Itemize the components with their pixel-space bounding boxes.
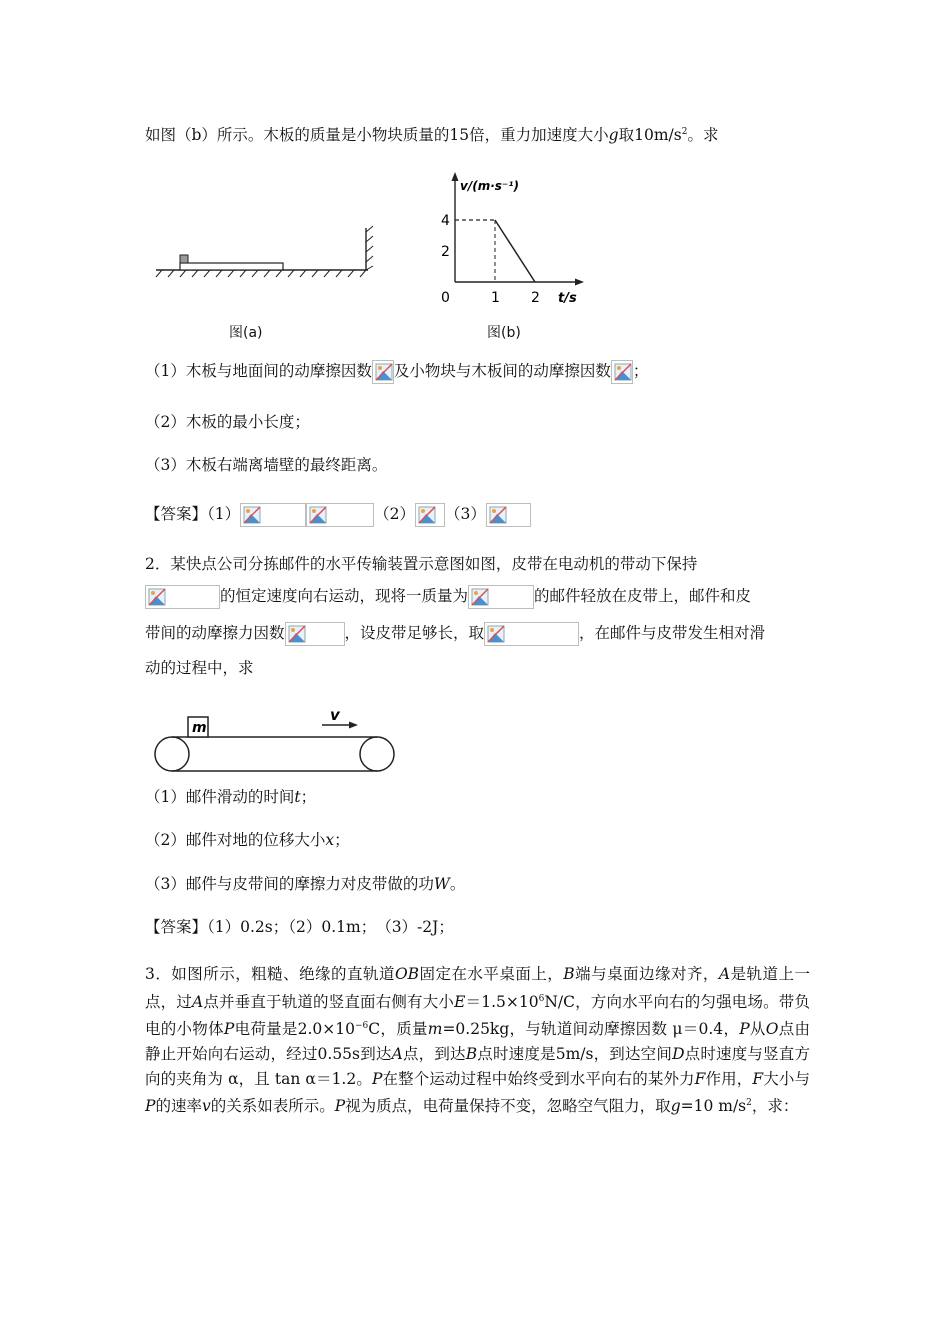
broken-image-icon xyxy=(309,506,327,524)
y-axis-label: v/(m·s⁻¹) xyxy=(460,179,519,193)
broken-image-icon xyxy=(288,625,306,643)
x-tick-label: 0 xyxy=(441,290,450,306)
x-tick-label: 2 xyxy=(531,290,540,306)
q2-line1: 2．某快点公司分拣邮件的水平传输装置示意图如图，皮带在电动机的带动下保持 xyxy=(145,555,698,573)
q1-sub2: （2）木板的最小长度； xyxy=(145,413,310,431)
x-tick-label: 1 xyxy=(491,290,500,306)
q1-answer: 【答案】（1） （2） （3） xyxy=(145,502,810,527)
answer-image-placeholder xyxy=(486,503,531,527)
broken-image-icon xyxy=(375,363,393,381)
y-tick-label: 4 xyxy=(441,213,450,229)
x-axis-label: t/s xyxy=(558,291,577,306)
broken-image-icon xyxy=(471,588,489,606)
figure-b-label: 图(b) xyxy=(487,325,521,341)
mass-label: m xyxy=(192,720,207,736)
x-axis-arrow xyxy=(575,279,584,286)
belt-left-roller xyxy=(155,737,189,771)
broken-image-icon xyxy=(614,363,632,381)
intro-line: 如图（b）所示。木板的质量是小物块质量的15倍，重力加速度大小g取$10m/s^2$。求 xyxy=(145,126,719,145)
answer-image-placeholder xyxy=(306,503,374,527)
formula-image-placeholder xyxy=(145,585,220,609)
y-tick-label: 2 xyxy=(441,244,450,260)
figure-a-label: 图(a) xyxy=(229,325,263,341)
belt-right-roller xyxy=(360,737,394,771)
broken-image-icon xyxy=(148,588,166,606)
formula-image-placeholder xyxy=(468,585,534,609)
figure-b-vt-graph xyxy=(410,168,590,313)
y-axis-arrow xyxy=(452,172,459,181)
q1-sub1: （1）木板与地面间的动摩擦因数 及小物块与木板间的动摩擦因数 ； xyxy=(145,359,810,384)
broken-image-icon xyxy=(487,625,505,643)
q3-paragraph: 3．如图所示，粗糙、绝缘的直轨道OB固定在水平桌面上，B端与桌面边缘对齐，A是轨道上一点，过A点并垂直于轨道的竖直面右侧有大小$E=1.5\times 10^6N/C$，方向水平向右的匀强电场。带负电的小物体P电荷量是$2.0\times 10^{-6}C$，质量m=0.25kg，与轨道间动摩擦因数 μ＝0.4，P从O点由静止开始向右运动，经过0.55s到达A点，到达B点时速度是5m/s，到达空间D点时速度与竖直方向的夹角为 α，且 tan α＝1.2。P在整个运动过程中始终受到水平向右的某外力F作用，F大小与P的速率v的关系如表所示。P视为质点，电荷量保持不变，忽略空气阻力，取g=10 $m/s^2$，求： xyxy=(145,965,810,1116)
q1-sub3: （3）木板右端离墙壁的最终距离。 xyxy=(145,456,388,474)
velocity-label: v xyxy=(330,706,340,724)
q2-sub2: （2）邮件对地的位移大小x； xyxy=(145,831,350,849)
small-block xyxy=(180,255,188,263)
q2-sub1: （1）邮件滑动的时间t； xyxy=(145,788,317,806)
q2-sub3: （3）邮件与皮带间的摩擦力对皮带做的功W。 xyxy=(145,875,466,893)
conveyor-belt-figure xyxy=(150,703,400,778)
q2-line2: 的恒定速度向右运动，现将一质量为 的邮件轻放在皮带上，邮件和皮 xyxy=(145,584,810,609)
q2-answer: 【答案】（1）0.2s；（2）0.1m； （3）-2J； xyxy=(145,918,454,936)
wooden-board xyxy=(180,263,283,270)
figure-a-board-wall xyxy=(150,220,385,285)
answer-image-placeholder xyxy=(415,503,445,527)
broken-image-icon xyxy=(489,506,507,524)
q2-line3: 带间的动摩擦力因数 ，设皮带足够长，取 ，在邮件与皮带发生相对滑 xyxy=(145,621,810,646)
formula-image-placeholder xyxy=(285,622,345,646)
formula-image-placeholder xyxy=(484,622,579,646)
formula-image-placeholder xyxy=(372,360,394,384)
series-segment-descent xyxy=(495,220,535,282)
broken-image-icon xyxy=(243,506,261,524)
formula-image-placeholder xyxy=(611,360,633,384)
velocity-arrow-head xyxy=(349,722,358,729)
q2-line4: 动的过程中，求 xyxy=(145,659,254,677)
broken-image-icon xyxy=(418,506,436,524)
answer-image-placeholder xyxy=(240,503,306,527)
